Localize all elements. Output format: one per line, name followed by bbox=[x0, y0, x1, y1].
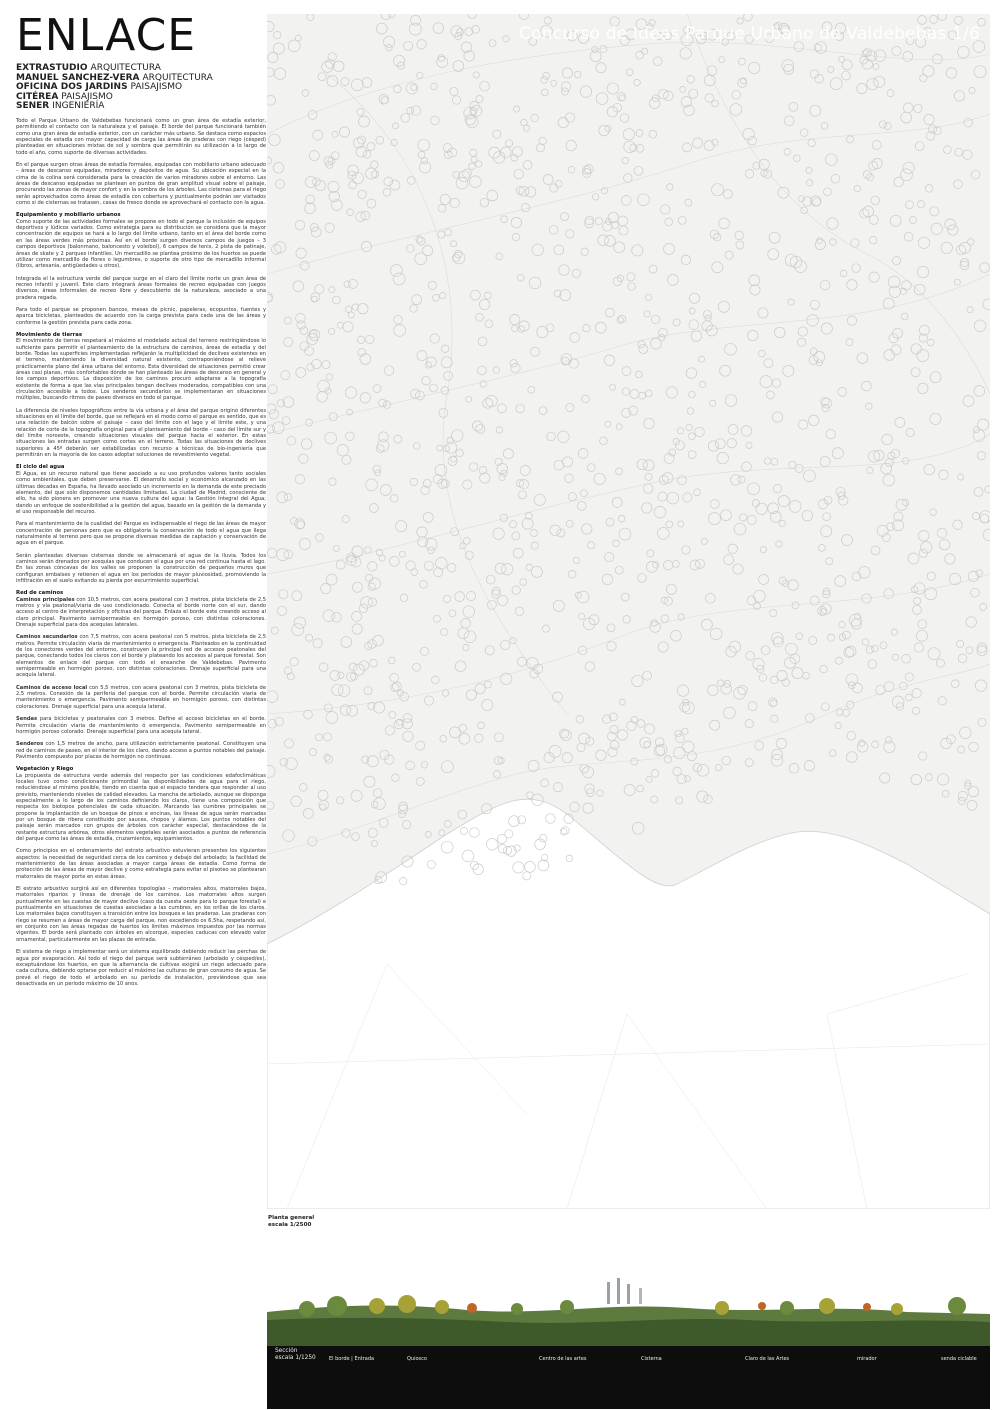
section-heading: Movimiento de tierras bbox=[16, 331, 83, 338]
term: Sendas bbox=[16, 716, 38, 723]
section-label: senda ciclable bbox=[941, 1356, 977, 1362]
paragraph: Para el mantenimiento de la cualidad del Parque es indispensable el riego de las áreas de mayor concentración de personas pero que es obligatoria la conservación de todo el agua que llega naturalmente al terreno pero que se propone diversas medidas de captación y conservación de agua en el parque. bbox=[16, 521, 266, 547]
credits-list bbox=[16, 64, 266, 112]
site-section bbox=[267, 1276, 990, 1409]
credit-name: MANUEL SANCHEZ-VERA bbox=[16, 72, 140, 83]
section-heading: Equipamiento y mobiliario urbanos bbox=[16, 212, 121, 219]
term: Caminos secundarios bbox=[16, 634, 78, 641]
plan-caption-scale: escala 1/2500 bbox=[268, 1222, 312, 1228]
paragraph: Todo el Parque Urbano de Valdebebas funcionará como un gran área de estadía exterior, permitiendo el contacto con la naturaleza y el paisaje. El borde del parque funcionará también como una gran área de estadía exterior, con un carácter más urbano. Se destaca como espacios especiales de estadía con mayor capacidad de carga las áreas de praderas con riego (césped) planteadas en situaciones mixtas de sol y sombra que permitirán su utilización a lo largo de todo el año, como suporte de diversas actividades. bbox=[16, 117, 266, 156]
section-heading: El ciclo del agua bbox=[16, 464, 65, 471]
paragraph: Integrada el la estructura verde del parque surge en el claro del límite norte un gran área de recreo infantil y juvenil. Este claro integrará áreas formales de recreo equipadas con juegos diversos, áreas informales de recreo libre y descubierto de la naturaleza, asociado a una pradera regada. bbox=[16, 275, 266, 301]
section-drawing bbox=[267, 1276, 990, 1351]
paragraph: El movimiento de tierras respetará al máximo el modelado actual del terreno restringiéndose lo suficiente para permitir el planteamiento de la estructura de caminos, áreas de estadía y del borde. Todas las superficies implementadas reflejarán la multiplicidad de declives existentes en el terreno, manteniendo la diversidad natural existente, contraponiéndose al relieve prácticamente plano del área urbana del entorno. Esta diversidad de situaciones permitió crear áreas casi planas, más confortables dónde se han planteado las áreas de descanso en general y los campos deportivos. La disposición de los caminos procuró adaptarse a la topografía existente de forma a que las vías principales tengan declives moderados, compatibles con una circulación accesible a todos. Los senderos secundarios se implementaran en situaciones múltiples, buscando ritmos de paseo diversos en todo el parque. bbox=[16, 338, 266, 402]
section-caption-scale: escala 1/1250 bbox=[275, 1355, 316, 1361]
paragraph: En el parque surgen otras áreas de estadía formales, equipadas con mobiliario urbano adecuado – áreas de descanso equipadas, miradores y depósitos de agua. Su ubicación especial en la cima de la colina será considerada para la creación de varios miradores sobre el entorno. Las áreas de descanso equipadas se plantean en puntos de gran amplitud visual sobre el paisaje, procurando las zonas de mayor confort y en la sombra de los árboles. Las cisternas para el riego serán aprovechados como áreas de estadía con cobertura y puntualmente podrán ser visitados como si de cisternas se tratasen, casas de fresco donde se aprovechará el contacto con la agua. bbox=[16, 162, 266, 207]
credit-name: SENER bbox=[16, 101, 50, 112]
section-label: El borde | Entrada bbox=[329, 1356, 375, 1362]
paragraph: El sistema de riego a implementar será un sistema equilibrado debiendo reducir las perchas de agua por evaporación. Así todo el riego del parque será subterráneo (arbolado y césped/es), exceptuándose los huertos, en que la alternancia de cultivas exigirá un riego adecuado para cada cultura, debiendo optarse por reducir al máximo las culturas de gran consumo de agua. Se prevé el riego de todo el arbolado en su período de instalación, previéndose que sea desactivada en un periodo máximo de 10 anos. bbox=[16, 949, 266, 987]
paragraph: Como principios en el ordenamiento del estrato arbustivo estuvieran presentes los siguientes aspectos: la necesidad de seguridad cerca de los caminos y debajo del arbolado; la facilidad de mantenimiento de las áreas asociadas a mayor carga áreas de estadía. Como forma de protección de las áreas de mayor declive y como estrategia para evitar el pisoteo se plantearan matorrales de mayor porte en estas áreas. bbox=[16, 848, 266, 880]
credit-role: INGENIERÍA bbox=[52, 101, 105, 112]
section-labels bbox=[267, 1356, 990, 1368]
term-description: con 1,5 metros de ancho, para utilización estrictamente peatonal. Constituyen una red de caminos de paseo, en el interior de los claro, dando acceso a puntos notables del paisaje. Pavimento compuesto por placas de hormigón no continuas. bbox=[16, 741, 266, 760]
credit-role: PAISAJISMO bbox=[61, 91, 113, 102]
term-description: con 7,5 metros, con acera peatonal con 5 metros, pista bicicleta de 2,5 metros. Permite circulación viaria de mantenimiento o emergencia. Planteados en la continuidad de los conectores verdes del entorno, construyen la principal red de accesos peatonales del parque, conectando todos los claros con el borde y plateando los accesos al parque forestal. Son elementos de enlace del parque con todo el ensanche de Valdebebas. Pavimento semipermeable en hormigón poroso, con distintas coloraciones. Drenaje superficial para una acequia lateral. bbox=[16, 634, 266, 679]
paragraph: Para todo el parque se proponen bancos, mesas de picnic, papeleras, ecopuntos, fuentes y aparca bicicletas, planteados de acuerdo con la carga prevista para cada una de las áreas y conforme la gestión prevista para cada zona. bbox=[16, 306, 266, 326]
paragraph: Serán planteadas diversas cisternas donde se almacenará el agua de la lluvia. Todos los caminos serán drenados por acequias que conducen el agua por una red continua hasta el lago. En las zonas cóncavas de los valles se proponen la construcción de pequeños muros que configuran embalses y retienen el agua en los períodos de mayor pluviosidad, promoviendo la infiltración en el suelo evitando su pierda por escurrimiento superficial. bbox=[16, 552, 266, 584]
paragraph bbox=[16, 741, 266, 760]
section-caption-title: Sección bbox=[275, 1348, 298, 1354]
section-label: Quiosco bbox=[407, 1356, 427, 1362]
paragraph bbox=[16, 634, 266, 678]
section-label: mirador bbox=[857, 1356, 877, 1362]
term-description: para bicicletas y peatonales con 3 metros. Define el acceso bicicletas en el borde. Permite circulación viaria de mantenimiento ó emergencia. Pavimento semipermeable en hormigón poroso colorado. Drenaje superficial para una acequia lateral. bbox=[16, 716, 266, 735]
term: Caminos de acceso local bbox=[16, 684, 88, 691]
paragraph: El Agua, es un recurso natural que tiene asociado a su uso profundos valores tanto sociales como ambientales, que deben preservarse. El desarrollo social y económico alcanzado en las últimas décadas en España, ha llevado asociado un incremento en la demanda de este preciado elemento, del que sólo disponemos cantidades limitadas. La ciudad de Madrid, consciente de ello, ha sido pionera en promover una nueva cultura del agua: la Gestión Integral del Agua; dando un enfoque de sostenibilidad a la gestión del agua, basado en la gestión de la demanda y el uso responsable del recurso. bbox=[16, 470, 266, 515]
term: Senderos bbox=[16, 741, 44, 748]
paragraph: El estrato arbustivo surgirá así en diferentes topologías – matorrales altos, matorrales bajos, matorrales riparios y líneas de drenaje de los caminos. Los matorrales altos surgen puntualmente en las cuestas de mayor declive (caso da cuesta oeste para lo parque forestal) e puntualmente en situaciones de cuestas asociadas a las cumbres, en los orillas de los claros. Los matorrales bajos constituyen a transición entre los bosques e las praderas. Las praderas con riego se resumen a áreas de mayor carga del parque, non excediendo os 6,5ha, respetando así, en conjunto con las áreas regadas de huertos los límites máximos impuestos por las normas vigentes. El borde será plantado con árboles en alcorque, especies caducas con elevado valor ornamental, particularmente en las plazas de entrada. bbox=[16, 886, 266, 943]
site-plan bbox=[267, 14, 990, 1209]
credit-name: EXTRASTUDIO bbox=[16, 63, 88, 73]
credit-row bbox=[16, 102, 266, 112]
paragraph: Como suporte de las actividades formales se propone en todo el parque la inclusión de equipos deportivos y lúdicos variados. Como estrategia para su distribución se considera que la mayor concentración de equipos se hará a lo largo del límite urbano, tanto en el área del borde como en las áreas verdes más próximas. Así en el borde surgen diversos campos de juegos – 3 campos deportivos (balonmano, baloncesto y voleibol), 6 campos de tenis, 2 pista de patinaje, áreas de skate y 2 parques infantiles. Un mercadillo se plantea próximo de los huertos se puede utilizar como mercadillo de flores o legumbres, o suporte de otro tipo de mercadillo informal (libros, artesanía, antigüedades u otros). bbox=[16, 218, 266, 270]
credit-role: ARQUITECTURA bbox=[142, 72, 213, 83]
site-plan-drawing bbox=[267, 14, 990, 1209]
section-label: Cisterna bbox=[641, 1356, 662, 1362]
paragraph: La diferencia de niveles topográficos entre la vía urbana y el área del parque originó diferentes situaciones en el límite del borde, que se reflejará en el modo como el parque es sentido, que es una relación de balcón sobre el paisaje – caso del límite con el lago y el límite este, y una relación de corte de la topografía original para el planteamiento del borde – caso del límite sur y del límite noroeste, creando situaciones visuales del parque hacia el exterior. En estas situaciones las entradas surgen como cortes en el terreno. Todas las situaciones de declives superiores a 45º deberán ser estabilizadas con recurso a técnicas de bio-ingeniería que permitirán en la mayoría de los casos adoptar soluciones de revestimiento vegetal. bbox=[16, 407, 266, 459]
sheet-title: Concurso de Ideas Parque Urbano de Valdebebas 1/6 bbox=[519, 24, 980, 44]
credit-name: OFICINA DOS JARDINS bbox=[16, 82, 128, 93]
section-heading: Red de caminos bbox=[16, 590, 64, 597]
section-label: Centro de las artes bbox=[539, 1356, 587, 1362]
paragraph: La propuesta de estructura verde además del respecto por las condiciones edafoclimáticas locales tuvo como condicionante primordial las disponibilidades de agua para el riego, reduciéndose al mínimo posible, tiendo en cuenta que el espacio tendera que responder al uso previsto, manteniendo niveles de calidad elevados. La mancha de arbolado, aunque se disponga especialmente a lo largo de los caminos definiendo los claros, tiene una composición que respecta los biotopos potenciales de cada situación. Marcando las cumbres principales se propone la implantación de un bosque de pinos e encinas, las líneas de agua serán marcadas por un bosque de ribera constituido por sauces, chopos y álamos. Los puntos notables del paisaje serán marcados con grupos de árboles con carácter especial, destacándose de la restante estructura arbórea, otros elementos vegetales serán asociados a puntos de referencia del parque como las áreas de estadía, cruzamientos, equipamientos. bbox=[16, 772, 266, 842]
paragraph bbox=[16, 685, 266, 710]
paragraph bbox=[16, 716, 266, 735]
left-column bbox=[16, 10, 266, 993]
page-title: ENLACE bbox=[16, 10, 197, 61]
credit-name: CITÉREA bbox=[16, 91, 59, 102]
term-description: con 10,5 metros, con acera peatonal con 3 metros, pista bicicleta de 2,5 metros y vía peatonal/viaria de uso condicionado. Conecta el borde norte con el sur, dando acceso al centro de interpretación y oficinas del parque. Enlaza el borde este creando acceso al claro principal. Pavimento semipermeable en hormigón poroso, con distintas coloraciones. Drenaje superficial para dos acequias laterales. bbox=[16, 596, 266, 629]
plan-caption-title: Planta general bbox=[268, 1215, 315, 1221]
section-label: Claro de las Artes bbox=[745, 1356, 790, 1362]
plan-caption bbox=[268, 1215, 314, 1229]
section-heading: Vegetación y Riego bbox=[16, 766, 74, 773]
credit-role: ARQUITECTURA bbox=[90, 63, 161, 73]
term-description: con 5,5 metros, con acera peatonal con 3 metros, pista bicicleta de 2,5 metros. Conexión de la periferia del parque con el borde. Permite circulación viaria de mantenimiento o emergencia. Pavimento semipermeable en hormigón poroso, con distintas coloraciones. Drenaje superficial para una acequia lateral. bbox=[16, 684, 266, 710]
term: Caminos principales bbox=[16, 596, 75, 603]
credit-role: PAISAJISMO bbox=[130, 82, 183, 93]
paragraph bbox=[16, 597, 266, 629]
description-text bbox=[16, 118, 266, 987]
